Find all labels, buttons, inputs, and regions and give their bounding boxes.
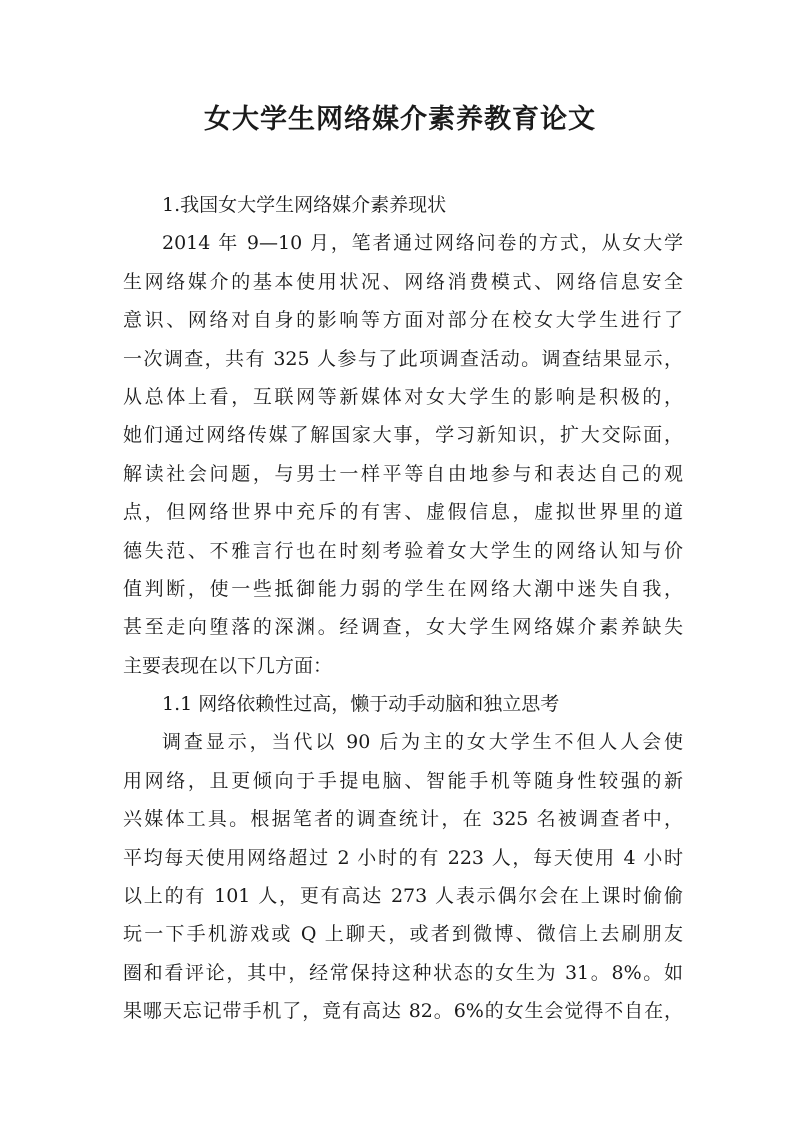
text-line: 2014 年 9—10 月，笔者通过网络问卷的方式，从女大学 [162, 232, 683, 255]
text-line: 点，但网络世界中充斥的有害、虚假信息，虚拟世界里的道 [123, 501, 683, 524]
text-line: 用网络，且更倾向于手提电脑、智能手机等随身性较强的新 [123, 769, 683, 792]
text-line: 果哪天忘记带手机了，竟有高达 82。6%的女生会觉得不自在， [123, 1000, 683, 1023]
text-line: 兴媒体工具。根据笔者的调查统计，在 325 名被调查者中， [123, 808, 683, 831]
text-line: 生网络媒介的基本使用状况、网络消费模式、网络信息安全 [123, 270, 683, 293]
text-line: 甚至走向堕落的深渊。经调查，女大学生网络媒介素养缺失 [123, 616, 683, 639]
text-line: 平均每天使用网络超过 2 小时的有 223 人，每天使用 4 小时 [123, 846, 683, 869]
text-line: 调查显示，当代以 90 后为主的女大学生不但人人会使 [162, 731, 683, 754]
document-body [123, 186, 683, 1031]
text-line: 意识、网络对自身的影响等方面对部分在校女大学生进行了 [123, 309, 683, 332]
text-line: 从总体上看，互联网等新媒体对女大学生的影响是积极的， [123, 385, 683, 408]
text-line: 德失范、不雅言行也在时刻考验着女大学生的网络认知与价 [123, 539, 683, 562]
text-line: 以上的有 101 人，更有高达 273 人表示偶尔会在上课时偷偷 [123, 885, 683, 908]
text-line: 她们通过网络传媒了解国家大事，学习新知识，扩大交际面， [123, 424, 683, 447]
text-line: 解读社会问题，与男士一样平等自由地参与和表达自己的观 [123, 462, 683, 485]
text-line: 1.我国女大学生网络媒介素养现状 [162, 194, 447, 216]
text-line: 圈和看评论，其中，经常保持这种状态的女生为 31。8%。如 [123, 961, 683, 984]
text-line: 玩一下手机游戏或 Q 上聊天，或者到微博、微信上去刷朋友 [123, 923, 683, 946]
text-line: 一次调查，共有 325 人参与了此项调查活动。调查结果显示， [123, 347, 683, 370]
document-title: 女大学生网络媒介素养教育论文 [204, 104, 596, 135]
text-line: 值判断，使一些抵御能力弱的学生在网络大潮中迷失自我， [123, 577, 683, 600]
text-line: 1.1 网络依赖性过高，懒于动手动脑和独立思考 [162, 693, 560, 716]
text-line: 主要表现在以下几方面： [123, 654, 333, 677]
